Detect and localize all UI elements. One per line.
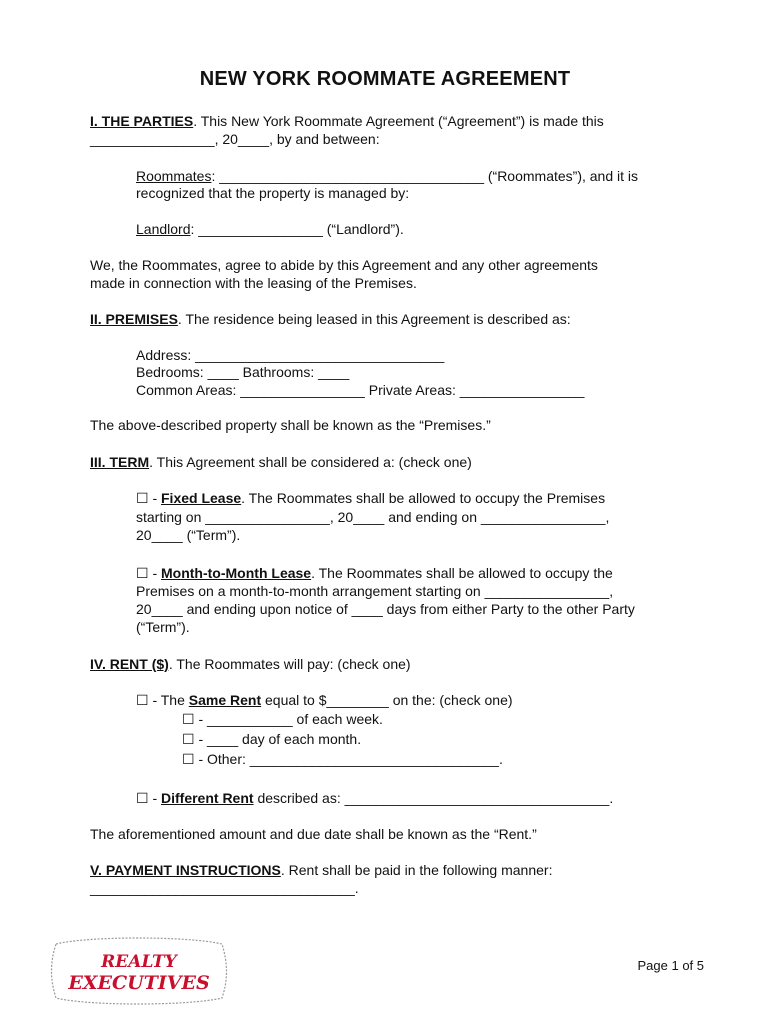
same-rent-line <box>136 691 513 709</box>
rent-intro: . The Roommates will pay: (check one) <box>168 656 411 672</box>
parties-line-1 <box>90 112 604 130</box>
mtm-lease-line-3: 20____ and ending upon notice of ____ days from either Party to the other Party <box>136 601 635 617</box>
logo-executives-text: EXECUTIVES <box>68 972 210 994</box>
rent-line <box>90 655 411 673</box>
mtm-lease-text: . The Roommates shall be allowed to occupy the <box>311 565 613 581</box>
logo-realty-text: REALTY <box>101 952 177 972</box>
payment-line <box>90 861 552 879</box>
rent-option-week[interactable]: ☐ - ___________ of each week. <box>182 711 383 727</box>
parties-intro: . This New York Roommate Agreement (“Agreement”) is made this <box>193 113 604 129</box>
premises-heading: II. PREMISES <box>90 311 178 327</box>
mtm-lease-line-4: (“Term”). <box>136 619 190 635</box>
rent-option-month[interactable]: ☐ - ____ day of each month. <box>182 731 362 747</box>
fixed-lease-label: Fixed Lease <box>161 490 242 506</box>
mtm-lease-label: Month-to-Month Lease <box>161 565 312 581</box>
fixed-lease-line-2: starting on ________________, 20____ and ending on ________________, <box>136 509 610 525</box>
bedrooms-line: Bedrooms: ____ Bathrooms: ____ <box>136 364 350 380</box>
parties-heading: I. THE PARTIES <box>90 113 194 129</box>
landlord-blank: : ________________ (“Landlord”). <box>190 221 404 237</box>
different-rent-line <box>136 789 613 807</box>
payment-heading: V. PAYMENT INSTRUCTIONS <box>90 862 281 878</box>
agree-line-2: made in connection with the leasing of the Premises. <box>90 275 417 291</box>
term-intro: . This Agreement shall be considered a: (check one) <box>149 454 472 470</box>
premises-intro: . The residence being leased in this Agreement is described as: <box>177 311 571 327</box>
roommates-line <box>136 167 638 185</box>
parties-line-2: ________________, 20____, by and between: <box>90 131 380 147</box>
same-rent-text: equal to $________ on the: (check one) <box>261 692 513 708</box>
roommates-line-2: recognized that the property is managed by: <box>136 185 410 201</box>
mtm-lease-line-1 <box>136 564 613 582</box>
premises-line <box>90 310 571 328</box>
rent-heading: IV. RENT ($) <box>90 656 169 672</box>
term-heading: III. TERM <box>90 454 150 470</box>
payment-intro: . Rent shall be paid in the following manner: <box>280 862 553 878</box>
fixed-lease-line-1 <box>136 489 605 507</box>
landlord-line <box>136 220 404 238</box>
realty-executives-logo <box>48 934 230 1006</box>
fixed-lease-line-3: 20____ (“Term”). <box>136 527 241 543</box>
page-number: Page 1 of 5 <box>637 958 704 973</box>
address-line: Address: ________________________________ <box>136 347 445 363</box>
fixed-lease-checkbox[interactable]: ☐ - <box>136 490 161 506</box>
different-rent-label: Different Rent <box>161 790 254 806</box>
roommates-blank: : __________________________________ (“Roommates”), and it is <box>211 168 639 184</box>
rent-option-other[interactable]: ☐ - Other: ________________________________. <box>182 751 503 767</box>
term-line <box>90 453 472 471</box>
areas-line: Common Areas: ________________ Private Areas: ________________ <box>136 382 585 398</box>
same-rent-prefix[interactable]: ☐ - The <box>136 692 189 708</box>
mtm-lease-checkbox[interactable]: ☐ - <box>136 565 161 581</box>
payment-blank: __________________________________. <box>90 880 359 896</box>
different-rent-text: described as: __________________________________. <box>253 790 614 806</box>
rent-known: The aforementioned amount and due date shall be known as the “Rent.” <box>90 826 537 842</box>
same-rent-label: Same Rent <box>188 692 262 708</box>
agree-line-1: We, the Roommates, agree to abide by this Agreement and any other agreements <box>90 257 598 273</box>
landlord-label: Landlord <box>136 221 191 237</box>
fixed-lease-text: . The Roommates shall be allowed to occupy the Premises <box>241 490 606 506</box>
mtm-lease-line-2: Premises on a month-to-month arrangement starting on ________________, <box>136 583 614 599</box>
document-title: NEW YORK ROOMMATE AGREEMENT <box>199 68 571 90</box>
roommates-label: Roommates <box>136 168 212 184</box>
different-rent-checkbox[interactable]: ☐ - <box>136 790 161 806</box>
premises-known: The above-described property shall be known as the “Premises.” <box>90 417 491 433</box>
